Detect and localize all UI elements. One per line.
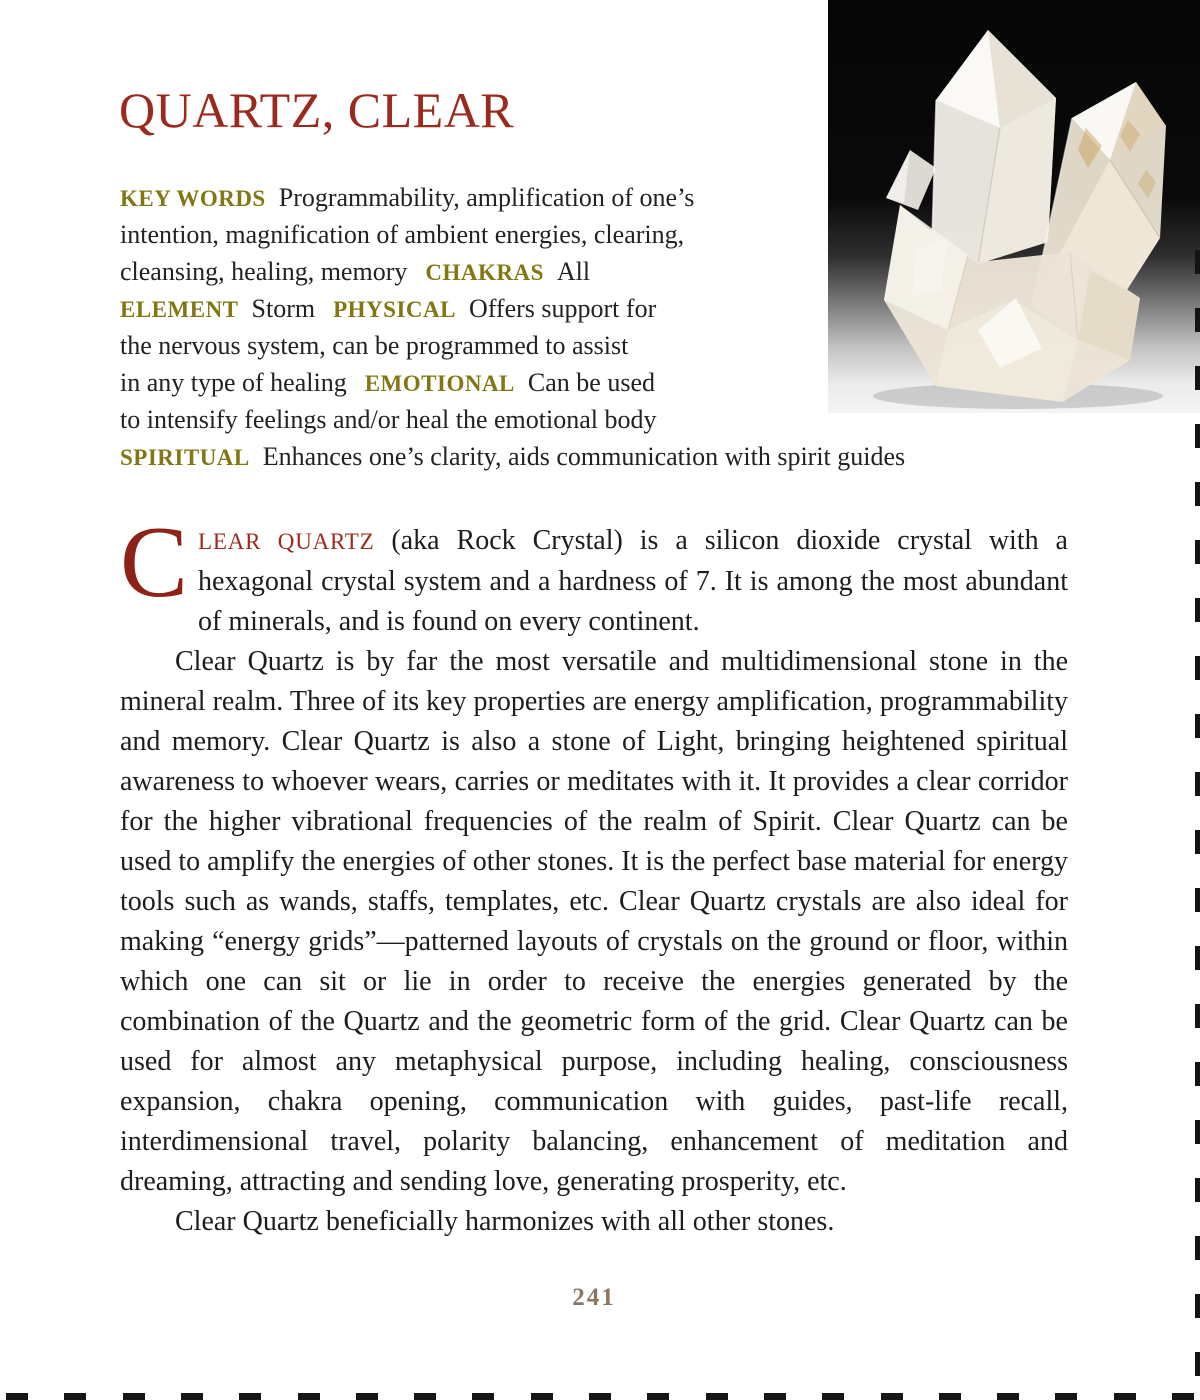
keyword-label: EMOTIONAL bbox=[364, 371, 515, 396]
page-title: QUARTZ, CLEAR bbox=[119, 82, 515, 138]
page-edge-tick bbox=[1195, 540, 1200, 564]
keyword-text: cleansing, healing, memory bbox=[120, 257, 408, 286]
page-edge-tick bbox=[1195, 772, 1200, 796]
page-edge-dash bbox=[589, 1393, 611, 1400]
page-edge-tick bbox=[1195, 1352, 1200, 1376]
page-edge-tick bbox=[1195, 1178, 1200, 1202]
page-edge-dash bbox=[1055, 1393, 1077, 1400]
page-edge-tick bbox=[1195, 424, 1200, 448]
lead-smallcaps: LEAR QUARTZ bbox=[198, 529, 375, 554]
keyword-label: SPIRITUAL bbox=[120, 445, 250, 470]
page-edge-dash bbox=[997, 1393, 1019, 1400]
page-edge-dash bbox=[822, 1393, 844, 1400]
page-edge-tick bbox=[1195, 946, 1200, 970]
page-edge-dash bbox=[764, 1393, 786, 1400]
keyword-text: Programmability, amplification of one’s bbox=[278, 183, 695, 212]
page-edge-dash bbox=[298, 1393, 320, 1400]
keyword-text: Storm bbox=[251, 294, 316, 323]
page-edge-dash bbox=[356, 1393, 378, 1400]
keyword-text: to intensify feelings and/or heal the emotional body bbox=[120, 405, 657, 434]
page-edge-tick bbox=[1195, 888, 1200, 912]
keyword-text: Offers support for bbox=[468, 294, 657, 323]
keywords-block bbox=[120, 179, 905, 475]
keyword-label: CHAKRAS bbox=[425, 260, 544, 285]
page-edge-tick bbox=[1195, 1004, 1200, 1028]
keyword-line bbox=[120, 216, 905, 253]
keyword-text: Can be used bbox=[527, 368, 655, 397]
page-edge-dash bbox=[472, 1393, 494, 1400]
page-edge-dash bbox=[706, 1393, 728, 1400]
page-edge-tick bbox=[1195, 308, 1200, 332]
page-edge-dash bbox=[6, 1393, 28, 1400]
page-edge-dash bbox=[239, 1393, 261, 1400]
page-edge-tick bbox=[1195, 714, 1200, 738]
page-edge-dash bbox=[123, 1393, 145, 1400]
dropcap-letter: C bbox=[120, 506, 189, 619]
page-edge-tick bbox=[1195, 1062, 1200, 1086]
page-edge-tick bbox=[1195, 1236, 1200, 1260]
page-edge-dash bbox=[1172, 1393, 1194, 1400]
page-edge-tick bbox=[1195, 830, 1200, 854]
keyword-text: Enhances one’s clarity, aids communication with spirit guides bbox=[262, 442, 906, 471]
article-body bbox=[120, 506, 1068, 1242]
page-edge-tick bbox=[1195, 1120, 1200, 1144]
page-edge-tick bbox=[1195, 1294, 1200, 1318]
page-edge-dash bbox=[414, 1393, 436, 1400]
page-edge-dash bbox=[939, 1393, 961, 1400]
page-edge-tick bbox=[1195, 250, 1200, 274]
page-edge-tick bbox=[1195, 482, 1200, 506]
keyword-line bbox=[120, 253, 905, 290]
page-number: 241 bbox=[572, 1284, 616, 1311]
keyword-text: the nervous system, can be programmed to assist bbox=[120, 331, 629, 360]
keyword-line bbox=[120, 364, 905, 401]
keyword-line bbox=[120, 290, 905, 327]
keyword-text: in any type of healing bbox=[120, 368, 347, 397]
page-edge-dash bbox=[1114, 1393, 1136, 1400]
keyword-line bbox=[120, 438, 905, 475]
keyword-line bbox=[120, 179, 905, 216]
page-edge-dash bbox=[647, 1393, 669, 1400]
intro-text: (aka Rock Crystal) is a silicon dioxide crystal with a hexagonal crystal system and a hardness of 7. It is among the most abundant of minerals, and is found on every continent. bbox=[198, 525, 1068, 637]
keyword-text: All bbox=[556, 257, 591, 286]
paragraph-intro bbox=[120, 506, 1068, 642]
paragraph-harmony: Clear Quartz beneficially harmonizes with all other stones. bbox=[175, 1206, 835, 1237]
page-edge-tick bbox=[1195, 656, 1200, 680]
keyword-label: PHYSICAL bbox=[333, 297, 456, 322]
keyword-line bbox=[120, 327, 905, 364]
keyword-label: ELEMENT bbox=[120, 297, 239, 322]
page-edge-dash bbox=[181, 1393, 203, 1400]
paragraph-main: Clear Quartz is by far the most versatile and multidimensional stone in the mineral realm. Three of its key properties are energy amplification, programmability and memory. Clear Quartz is also a stone of Light, bringing heightened spiritual awareness to whoever wears, carries or meditates with it. It provides a clear corridor for the higher vibrational frequencies of the realm of Spirit. Clear Quartz can be used to amplify the energies of other stones. It is the perfect base material for energy tools such as wands, staffs, templates, etc. Clear Quartz crystals are also ideal for making “energy grids”—patterned layouts of crystals on the ground or floor, within which one can sit or lie in order to receive the energies generated by the combination of the Quartz and the geometric form of the grid. Clear Quartz can be used for almost any metaphysical purpose, including healing, consciousness expansion, chakra opening, communication with guides, past-life recall, interdimensional travel, polarity balancing, enhancement of meditation and dreaming, attracting and sending love, generating prosperity, etc. bbox=[120, 646, 1068, 1197]
page-edge-tick bbox=[1195, 598, 1200, 622]
keyword-label: KEY WORDS bbox=[120, 186, 266, 211]
keyword-line bbox=[120, 401, 905, 438]
page-edge-dash bbox=[531, 1393, 553, 1400]
page-edge-dash bbox=[881, 1393, 903, 1400]
keyword-text: intention, magnification of ambient energies, clearing, bbox=[120, 220, 685, 249]
page-edge-dash bbox=[64, 1393, 86, 1400]
page-edge-tick bbox=[1195, 366, 1200, 390]
